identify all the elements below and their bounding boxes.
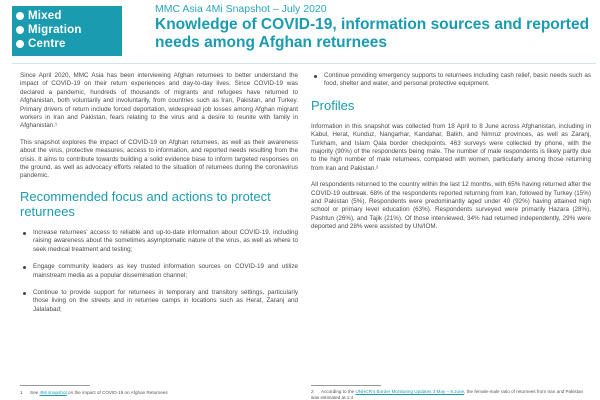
header-divider	[12, 63, 596, 64]
page-title: Knowledge of COVID-19, information sources and reported needs among Afghan returnees	[155, 16, 590, 51]
intro-paragraph: Since April 2020, MMC Asia has been interviewing Afghan returnees to better understand the impact of COVID-19 on their return experiences and day-to-day lives. Since COVID-19 was declared a pandemic, hundreds of thousands of migrants and refugees have returned to Afghanistan, both voluntarily and involuntarily, from countries such as Iran, Pakistan, and Turkey. Primary drivers of return include forced deportation, widespread job losses among Afghan migrant workers in Iran and Pakistan, fears relating to the virus and a desire to reunite with family in Afghanistan.¹	[20, 72, 298, 130]
footnote	[311, 389, 591, 400]
right-column	[311, 72, 591, 240]
footnote-text: According to the	[321, 389, 356, 394]
recommendations-heading: Recommended focus and actions to protect returnees	[20, 188, 271, 219]
logo-text-line: Migration	[28, 24, 82, 36]
list-item: Continue providing emergency supports to returnees including cash relief, basic needs such as food, shelter and water, and personal protective equipment.	[311, 72, 591, 89]
footnote-link[interactable]: 4Mi snapshot	[39, 390, 67, 395]
recommendations-list	[20, 229, 298, 314]
footnote-number: 2	[311, 389, 314, 394]
footnote-text: , the female-male ratio of returnees from Iran and Pakistan was estimated at 1:4	[311, 389, 584, 400]
footnote-text: See	[30, 390, 40, 395]
logo-text-line: Mixed	[28, 10, 62, 22]
footnote-divider	[311, 385, 381, 386]
footnote-text: on the impact of COVID-19 on Afghan Returnees	[66, 390, 168, 395]
mmc-logo	[12, 6, 122, 56]
footnote-number: 1	[20, 390, 23, 395]
profiles-paragraph: Information in this snapshot was collected from 18 April to 8 June across Afghanistan, including in Kabul, Herat, Kunduz, Nangarhar, Kandahar, Balkh, and Nimruz provinces, as well as Zaranj, Turkham, and Islam Qala border checkpoints. 463 surveys were collected by phone, with the majority (90%) of the respondents being male. The number of male respondents is likely partly due to the high number of male returnees, compared with women, particularly among those returning from Iran and Pakistan.²	[311, 122, 591, 172]
logo-dots-icon	[16, 12, 24, 50]
logo-text-line: Centre	[28, 38, 66, 50]
footnote-divider	[20, 385, 90, 386]
list-item: Continue to provide support for returnees in temporary and transitory settings, particularly those living on the streets and in returnee camps in locations such as Herat, Zaranj and Jalalabad;	[20, 289, 298, 314]
profiles-heading: Profiles	[311, 97, 355, 113]
profiles-paragraph: All respondents returned to the country within the last 12 months, with 65% having returned after the COVID-19 outbreak. 68% of the respondents reported returning from Iran, followed by Turkey (15%) and Pakistan (5%). Respondents were predominantly aged under 40 (92%) having attained high school or primary level education (63%). Respondents surveyed were primarily Hazara (28%), Pashtun (26%), and Tajik (21%). Of those interviewed, 34% had returned independently, 29% were deported and 28% were assisted by UN/IOM.	[311, 181, 591, 231]
page-header	[0, 0, 600, 62]
list-item: Engage community leaders as key trusted information sources on COVID-19 and utilize mainstream media as a popular dissemination channel;	[20, 263, 298, 280]
recommendations-list-continued	[311, 72, 591, 89]
footnote	[20, 390, 290, 396]
intro-paragraph: This snapshot explores the impact of COVID-19 on Afghan returnees, as well as their awareness about the virus, protective measures, access to information, and reported needs resulting from the crisis. It aims to contribute towards building a solid evidence base to inform targeted responses on the ground, as well as advocacy efforts related to the situation of returnees during the coronavirus pandemic.	[20, 138, 298, 180]
list-item: Increase returnees' access to reliable and up-to-date information about COVID-19, including raising awareness about the sometimes asymptomatic nature of the virus, as well as where to seek medical treatment and testing;	[20, 229, 298, 254]
footnote-link[interactable]: UNHCR's Border Monitoring Updates 3 May – 6 June	[355, 389, 465, 394]
left-column	[20, 72, 298, 323]
snapshot-kicker: MMC Asia 4Mi Snapshot – July 2020	[155, 3, 327, 15]
